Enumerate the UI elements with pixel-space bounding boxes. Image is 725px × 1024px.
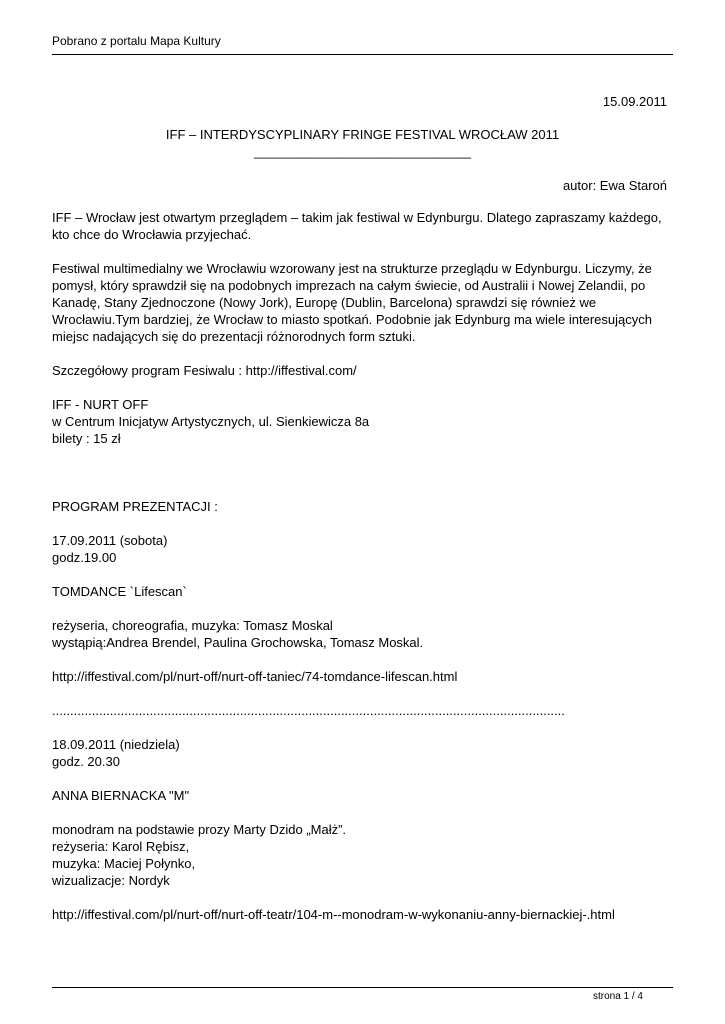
event2-credits — [52, 821, 677, 889]
event1-time: godz.19.00 — [52, 550, 117, 565]
title-underline: ______________________________ — [254, 144, 471, 159]
article-body — [52, 209, 677, 940]
event2-credit-line: monodram na podstawie prozy Marty Dzido „Małż”. — [52, 822, 347, 837]
event1-credit-line: reżyseria, choreografia, muzyka: Tomasz Moskal — [52, 618, 333, 633]
event2-credit-line: wizualizacje: Nordyk — [52, 873, 170, 888]
program-heading: PROGRAM PREZENTACJI : — [52, 499, 218, 514]
event1-credits — [52, 617, 677, 651]
venue-address: w Centrum Inicjatyw Artystycznych, ul. Sienkiewicza 8a — [52, 414, 370, 429]
event1-date: 17.09.2011 (sobota) — [52, 533, 168, 548]
page-number: strona 1 / 4 — [592, 991, 643, 1002]
article-date: 15.09.2011 — [602, 94, 667, 109]
event1-title: TOMDANCE `Lifescan` — [52, 584, 187, 599]
event2-date: 18.09.2011 (niedziela) — [52, 737, 180, 752]
event1-link[interactable]: http://iffestival.com/pl/nurt-off/nurt-off-taniec/74-tomdance-lifescan.html — [52, 669, 458, 684]
intro-paragraph-1: IFF – Wrocław jest otwartym przeglądem – takim jak festiwal w Edynburgu. Dlatego zapraszamy każdego, kto chce do Wrocławia przyjechać. — [52, 210, 662, 242]
ticket-price: bilety : 15 zł — [52, 431, 121, 446]
event2-link[interactable]: http://iffestival.com/pl/nurt-off/nurt-off-teatr/104-m--monodram-w-wykonaniu-anny-biernackiej-.html — [52, 907, 615, 922]
article-title: IFF – INTERDYSCYPLINARY FRINGE FESTIVAL WROCŁAW 2011 — [165, 127, 560, 142]
event1-credit-line: wystąpią:Andrea Brendel, Paulina Grochowska, Tomasz Moskal. — [52, 635, 424, 650]
event1-datetime — [52, 532, 677, 566]
venue-name: IFF - NURT OFF — [52, 397, 149, 412]
article-author: autor: Ewa Staroń — [562, 178, 667, 193]
page-header-source: Pobrano z portalu Mapa Kultury — [52, 34, 221, 48]
spacer — [52, 464, 677, 498]
header-divider — [52, 54, 673, 55]
venue-block — [52, 396, 677, 447]
event2-credit-line: reżyseria: Karol Rębisz, — [52, 839, 190, 854]
program-link-paragraph: Szczegółowy program Fesiwalu : http://iffestival.com/ — [52, 363, 357, 378]
footer-divider — [52, 987, 673, 988]
intro-paragraph-2: Festiwal multimedialny we Wrocławiu wzorowany jest na strukturze przeglądu w Edynburgu. Liczymy, że pomysł, który sprawdził się na podobnych imprezach na całym świecie, od Australii i Nowej Zelandii, po Kanadę, Stany Zjednoczone (Nowy Jork), Europę (Dublin, Barcelona) sprawdzi się również we Wrocławiu.Tym bardziej, że Wrocław to miasto spotkań. Podobnie jak Edynburg ma wiele interesujących miejsc nadających się do prezentacji różnorodnych form sztuki. — [52, 261, 652, 344]
event2-credit-line: muzyka: Maciej Połynko, — [52, 856, 196, 871]
event-separator: .............................................................................................................................................. — [52, 703, 565, 718]
event2-datetime — [52, 736, 677, 770]
event2-time: godz. 20.30 — [52, 754, 120, 769]
event2-title: ANNA BIERNACKA "M" — [52, 788, 190, 803]
